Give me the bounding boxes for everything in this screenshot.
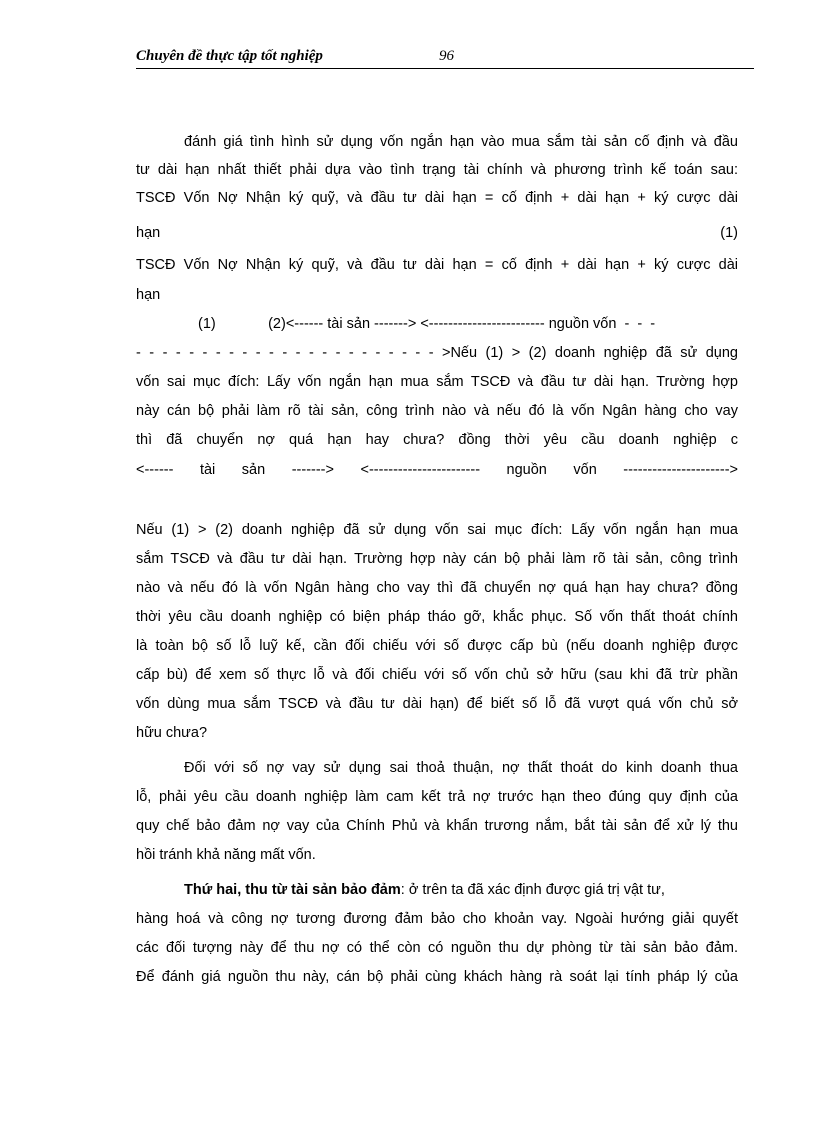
text-line: TSCĐ Vốn Nợ Nhận ký quỹ, và đầu tư dài hạn = cố định + dài hạn + ký cược dài — [136, 257, 738, 273]
text-line: vốn dùng mua sắm TSCĐ và đầu tư dài hạn) để biết số lỗ đã vượt quá vốn chủ sở — [136, 696, 738, 712]
text-line: - - - - - - - - - - - - - - - - - - - - - - - >Nếu (1) > (2) doanh nghiệp đã sử dụng — [136, 345, 738, 361]
text-line: Để đánh giá nguồn thu này, cán bộ phải cùng khách hàng rà soát lại tính pháp lý của — [136, 969, 738, 985]
text-line: tư dài hạn nhất thiết phải dựa vào tình trạng tài chính và phương trình kế toán sau: — [136, 162, 738, 178]
text-line: đánh giá tình hình sử dụng vốn ngắn hạn vào mua sắm tài sản cố định và đầu — [184, 134, 738, 150]
text-line: Đối với số nợ vay sử dụng sai thoả thuận, nợ thất thoát do kinh doanh thua — [184, 760, 738, 776]
text-fragment: hạn — [136, 225, 161, 241]
page-header — [136, 48, 754, 69]
text-line: này cán bộ phải làm rõ tài sản, công trình nào và nếu đó là vốn Ngân hàng cho vay — [136, 403, 738, 419]
text-line: (1) (2)<------ tài sản -------> <------------------------ nguồn vốn - - - — [198, 316, 656, 332]
text-line: vốn sai mục đích: Lấy vốn ngắn hạn mua sắm TSCĐ và đầu tư dài hạn. Trường hợp — [136, 374, 738, 390]
text-line: các đối tượng này để thu nợ có thể còn có nguồn thu dự phòng từ tài sản bảo đảm. — [136, 940, 738, 956]
text-line: TSCĐ Vốn Nợ Nhận ký quỹ, và đầu tư dài hạn = cố định + dài hạn + ký cược dài — [136, 190, 738, 206]
text-line: <------ tài sản -------> <----------------------- nguồn vốn ----------------------> — [136, 462, 738, 478]
text-line: cấp bù) để xem số thực lỗ và đối chiếu với số vốn chủ sở hữu (sau khi đã trừ phần — [136, 667, 738, 683]
text-line: hàng hoá và công nợ tương đương đảm bảo cho khoản vay. Ngoài hướng giải quyết — [136, 911, 738, 927]
text-line: sắm TSCĐ và đầu tư dài hạn. Trường hợp này cán bộ phải làm rõ tài sản, công trình — [136, 551, 738, 567]
text-line — [184, 880, 738, 900]
text-line: quy chế bảo đảm nợ vay của Chính Phủ và khẩn trương nắm, bắt tài sản để xử lý thu — [136, 818, 738, 834]
equation-number: (1) — [720, 225, 738, 241]
section-heading: Thứ hai, thu từ tài sản bảo đảm — [184, 882, 401, 898]
text-line: nào và nếu đó là vốn Ngân hàng cho vay thì đã chuyển nợ quá hạn hay chưa? đồng — [136, 580, 738, 596]
document-title: Chuyên đề thực tập tốt nghiệp — [136, 48, 323, 64]
text-line: là toàn bộ số lỗ luỹ kế, cần đối chiếu với số được cấp bù (nếu doanh nghiệp được — [136, 638, 738, 654]
text-line — [136, 223, 738, 243]
text-line: Nếu (1) > (2) doanh nghiệp đã sử dụng vốn sai mục đích: Lấy vốn ngắn hạn mua — [136, 522, 738, 538]
text-line: lỗ, phải yêu cầu doanh nghiệp làm cam kết trả nợ trước hạn theo đúng quy định của — [136, 789, 738, 805]
text-line: thời yêu cầu doanh nghiệp có biện pháp tháo gỡ, khắc phục. Số vốn thất thoát chính — [136, 609, 738, 625]
page-number: 96 — [439, 48, 454, 64]
text-line: hồi tránh khả năng mất vốn. — [136, 847, 316, 863]
text-fragment: : ở trên ta đã xác định được giá trị vật tư, — [400, 882, 665, 898]
text-line: hữu chưa? — [136, 725, 208, 741]
text-line: thì đã chuyển nợ quá hạn hay chưa? đồng thời yêu cầu doanh nghiệp c — [136, 432, 738, 448]
text-line: hạn — [136, 287, 161, 303]
